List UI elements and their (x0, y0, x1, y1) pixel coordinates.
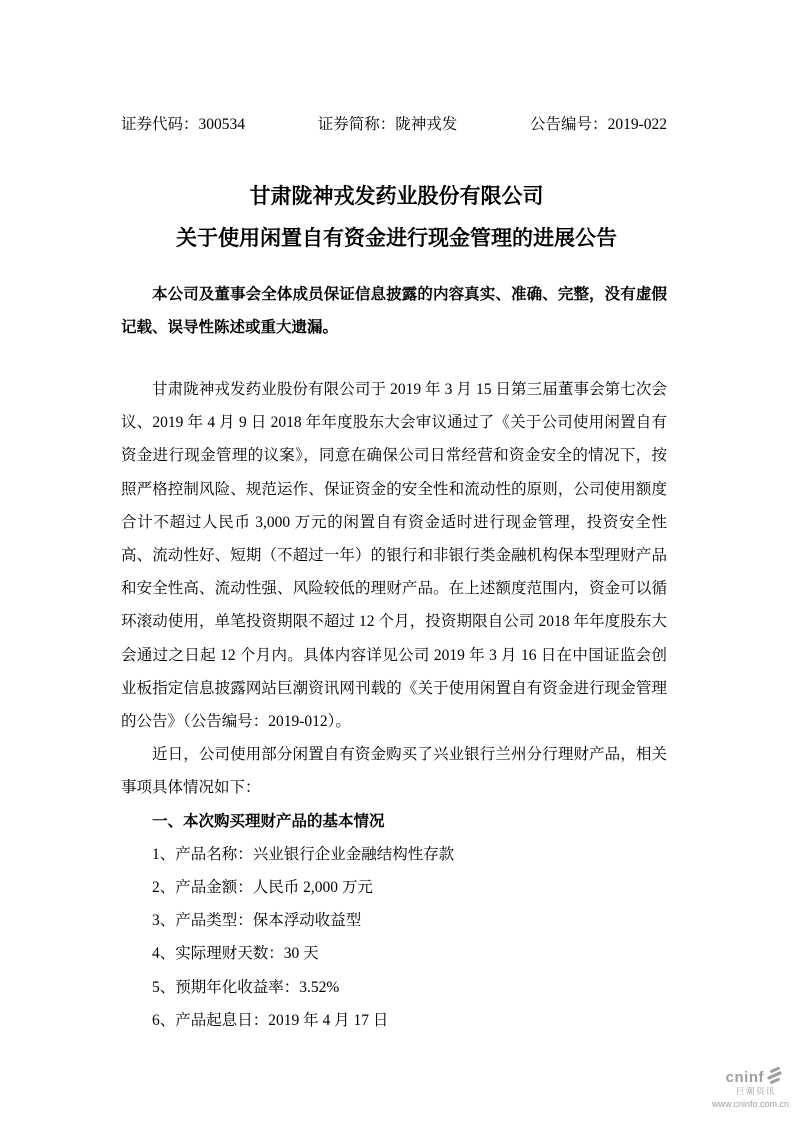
cninfo-chinese-name: 巨潮资讯 (735, 1085, 776, 1096)
disclosure-statement: 本公司及董事会全体成员保证信息披露的内容真实、准确、完整，没有虚假记载、误导性陈述或重大遗漏。 (121, 286, 667, 336)
stock-name (318, 112, 458, 138)
stock-code (121, 112, 245, 138)
stock-code-label: 证券代码： (121, 116, 199, 133)
list-item-actual-days: 4、实际理财天数：30 天 (152, 945, 319, 963)
paragraph-approval-history: 甘肃陇神戎发药业股份有限公司于 2019 年 3 月 15 日第三届董事会第七次会议、2019 年 4 月 9 日 2018 年年度股东大会审议通过了《关于公司使用闲置自有资金进行现金管理的议案》，同意在确保公司日常经营和资金安全的情况下，按照严格控制风险、规范运作、保证资金的安全性和流动性的原则，公司使用额度合计不超过人民币 3,000 万元的闲置自有资金适时进行现金管理，投资安全性高、流动性好、短期（不超过一年）的银行和非银行类金融机构保本型理财产品和安全性高、流动性强、风险较低的理财产品。在上述额度范围内，资金可以循环滚动使用，单笔投资期限不超过 12 个月，投资期限自公司 2018 年年度股东大会通过之日起 12 个月内。具体内容详见公司 2019 年 3 月 16 日在中国证监会创业板指定信息披露网站巨潮资讯网刊载的《关于使用闲置自有资金进行现金管理的公告》（公告编号：2019-012）。 (121, 381, 667, 731)
document-header (0, 0, 793, 138)
document-body (121, 373, 667, 1037)
list-item-product-type: 3、产品类型：保本浮动收益型 (152, 912, 362, 930)
company-name-title: 甘肃陇神戎发药业股份有限公司 (249, 184, 544, 208)
cninfo-logo-row (679, 1069, 789, 1086)
list-item-value-date: 6、产品起息日：2019 年 4 月 17 日 (152, 1011, 389, 1029)
announcement-title: 关于使用闲置自有资金进行现金管理的进展公告 (176, 226, 617, 250)
stock-code-value: 300534 (198, 116, 246, 133)
announcement-number-value: 2019-022 (607, 116, 667, 133)
cninfo-watermark (679, 1069, 789, 1109)
cninfo-logo-text: cninf (725, 1068, 764, 1086)
list-item-product-name: 1、产品名称：兴业银行企业金融结构性存款 (152, 845, 455, 863)
announcement-number (530, 112, 667, 138)
list-item-expected-yield: 5、预期年化收益率：3.52% (152, 978, 340, 996)
stock-name-value: 陇神戎发 (395, 116, 458, 133)
cninfo-website-url: www.cninfo.com.cn (711, 1098, 789, 1109)
announcement-number-label: 公告编号： (530, 116, 608, 133)
cninfo-swirl-icon (765, 1066, 784, 1085)
section-heading-basic-info: 一、本次购买理财产品的基本情况 (152, 812, 385, 830)
paragraph-recent-purchase: 近日，公司使用部分闲置自有资金购买了兴业银行兰州分行理财产品，相关事项具体情况如下： (121, 746, 667, 797)
list-item-product-amount: 2、产品金额：人民币 2,000 万元 (152, 879, 373, 897)
stock-name-label: 证券简称： (317, 116, 396, 133)
